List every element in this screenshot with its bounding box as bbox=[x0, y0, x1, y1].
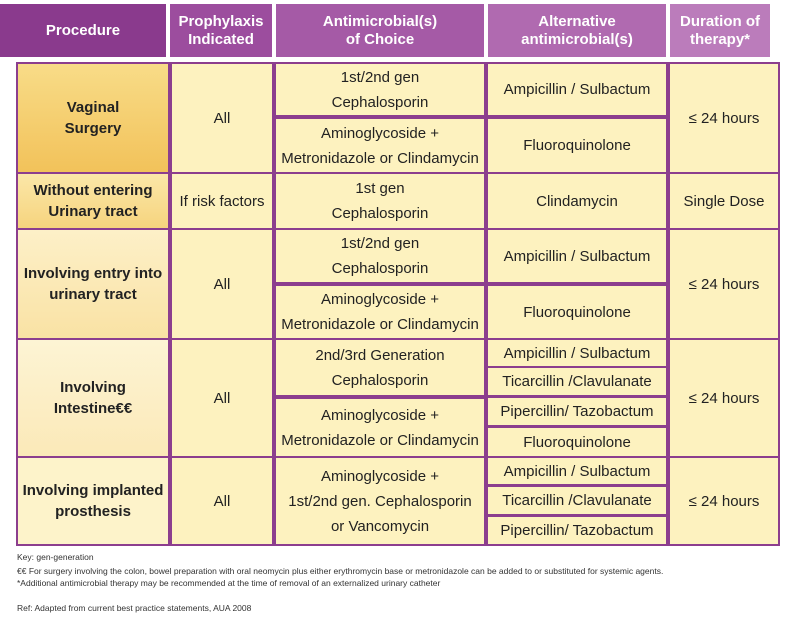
footnote-euro: €€ For surgery involving the colon, bowel preparation with oral neomycin plus either erythromycin base or metronidazole can be added to or substituted for systemic agents. bbox=[17, 566, 664, 576]
choice-cell: 1st/2nd gen Cephalosporin bbox=[276, 230, 484, 282]
alternative-cell: Pipercillin/ Tazobactum bbox=[488, 398, 666, 425]
alternative-cell: Ampicillin / Sulbactum bbox=[488, 458, 666, 484]
header-procedure: Procedure bbox=[0, 4, 166, 57]
footnote-key: Key: gen-generation bbox=[17, 552, 94, 562]
duration-cell: ≤ 24 hours bbox=[670, 340, 778, 456]
prophylaxis-cell: All bbox=[172, 230, 272, 338]
alternative-cell: Ticarcillin /Clavulanate bbox=[488, 368, 666, 395]
antimicrobial-table bbox=[16, 62, 780, 546]
procedure-cell: Involving implanted prosthesis bbox=[18, 458, 168, 544]
alternative-cell: Fluoroquinolone bbox=[488, 428, 666, 456]
alternative-cell: Ampicillin / Sulbactum bbox=[488, 340, 666, 366]
choice-cell: Aminoglycoside + 1st/2nd gen. Cephalosporin or Vancomycin bbox=[276, 458, 484, 544]
choice-cell: Aminoglycoside + Metronidazole or Clindamycin bbox=[276, 399, 484, 456]
header-alternative: Alternative antimicrobial(s) bbox=[488, 4, 666, 57]
alternative-cell: Fluoroquinolone bbox=[488, 119, 666, 172]
choice-cell: 1st/2nd gen Cephalosporin bbox=[276, 64, 484, 115]
alternative-cell: Ampicillin / Sulbactum bbox=[488, 230, 666, 282]
prophylaxis-cell: All bbox=[172, 340, 272, 456]
choice-cell: Aminoglycoside + Metronidazole or Clindamycin bbox=[276, 286, 484, 338]
duration-cell: Single Dose bbox=[670, 174, 778, 228]
alternative-cell: Ticarcillin /Clavulanate bbox=[488, 487, 666, 514]
header-prophylaxis: Prophylaxis Indicated bbox=[170, 4, 272, 57]
duration-cell: ≤ 24 hours bbox=[670, 64, 778, 172]
alternative-cell: Ampicillin / Sulbactum bbox=[488, 64, 666, 115]
header-choice: Antimicrobial(s) of Choice bbox=[276, 4, 484, 57]
prophylaxis-cell: All bbox=[172, 458, 272, 544]
alternative-cell: Clindamycin bbox=[488, 174, 666, 228]
prophylaxis-cell: If risk factors bbox=[172, 174, 272, 228]
footnote-reference: Ref: Adapted from current best practice statements, AUA 2008 bbox=[17, 603, 252, 613]
choice-cell: 1st gen Cephalosporin bbox=[276, 174, 484, 228]
alternative-cell: Fluoroquinolone bbox=[488, 286, 666, 338]
choice-cell: Aminoglycoside + Metronidazole or Clindamycin bbox=[276, 119, 484, 172]
header-duration: Duration of therapy* bbox=[670, 4, 770, 57]
choice-cell: 2nd/3rd Generation Cephalosporin bbox=[276, 340, 484, 395]
procedure-cell: Involving entry into urinary tract bbox=[18, 230, 168, 338]
duration-cell: ≤ 24 hours bbox=[670, 230, 778, 338]
prophylaxis-cell: All bbox=[172, 64, 272, 172]
duration-cell: ≤ 24 hours bbox=[670, 458, 778, 544]
alternative-cell: Pipercillin/ Tazobactum bbox=[488, 517, 666, 544]
procedure-cell: Involving Intestine€€ bbox=[18, 340, 168, 456]
procedure-cell: Without entering Urinary tract bbox=[18, 174, 168, 228]
procedure-cell: Vaginal Surgery bbox=[18, 64, 168, 172]
footnote-star: *Additional antimicrobial therapy may be recommended at the time of removal of an externalized urinary catheter bbox=[17, 578, 441, 588]
